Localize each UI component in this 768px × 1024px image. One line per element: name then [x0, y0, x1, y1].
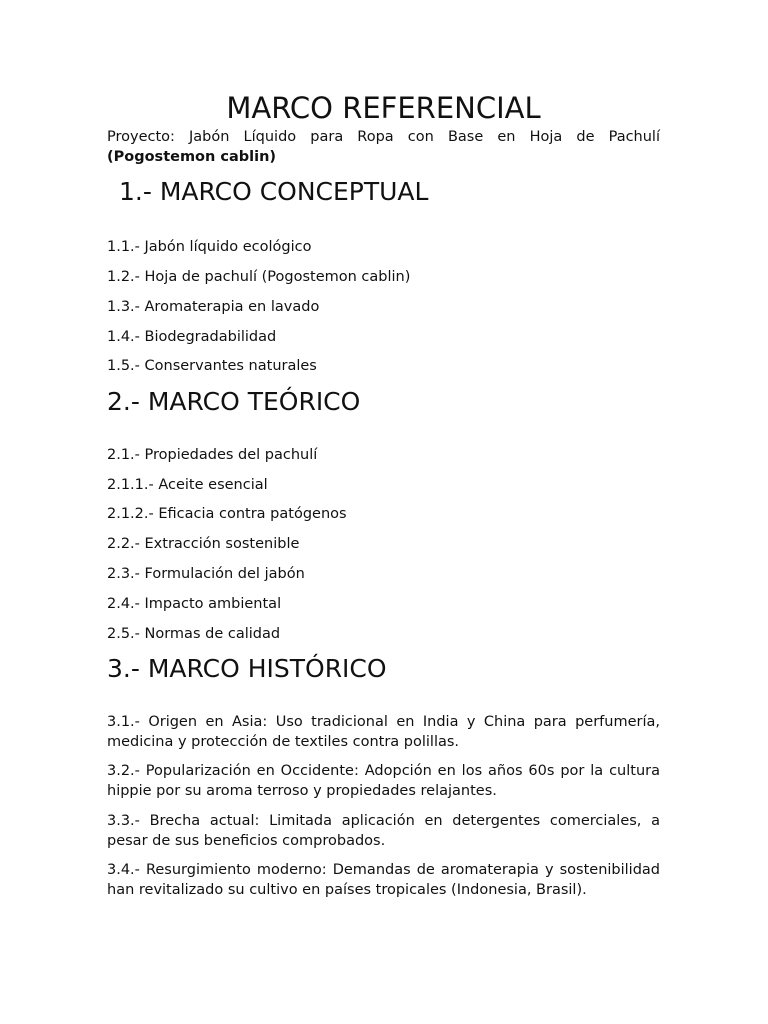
project-scientific-name: (Pogostemon cablin) [107, 149, 277, 165]
paragraph-item: 3.2.- Popularización en Occidente: Adopción en los años 60s por la cultura hippie por su aroma terroso y propiedades relajantes. [107, 763, 660, 799]
list-item: 1.5.- Conservantes naturales [107, 358, 317, 374]
section-heading-conceptual: 1.- MARCO CONCEPTUAL [119, 177, 429, 206]
list-item: 2.2.- Extracción sostenible [107, 536, 300, 552]
list-item: 1.1.- Jabón líquido ecológico [107, 239, 312, 255]
list-item: 1.4.- Biodegradabilidad [107, 329, 277, 345]
list-item: 1.2.- Hoja de pachulí (Pogostemon cablin) [107, 269, 411, 285]
section-heading-historico: 3.- MARCO HISTÓRICO [107, 654, 387, 683]
paragraph-item: 3.1.- Origen en Asia: Uso tradicional en India y China para perfumería, medicina y protección de textiles contra polillas. [107, 714, 660, 750]
list-item: 2.3.- Formulación del jabón [107, 566, 305, 582]
paragraph-item: 3.4.- Resurgimiento moderno: Demandas de aromaterapia y sostenibilidad han revitalizado su cultivo en países tropicales (Indonesia, Brasil). [107, 862, 660, 898]
list-item: 2.4.- Impacto ambiental [107, 596, 282, 612]
list-item: 2.1.2.- Eficacia contra patógenos [107, 506, 347, 522]
list-item: 2.1.1.- Aceite esencial [107, 477, 268, 493]
list-item: 1.3.- Aromaterapia en lavado [107, 299, 320, 315]
project-name: Proyecto: Jabón Líquido para Ropa con Base en Hoja de Pachulí [107, 129, 660, 145]
project-description [107, 127, 660, 167]
list-item: 2.5.- Normas de calidad [107, 626, 281, 642]
document-title: MARCO REFERENCIAL [226, 91, 541, 125]
paragraph-item: 3.3.- Brecha actual: Limitada aplicación en detergentes comerciales, a pesar de sus beneficios comprobados. [107, 813, 660, 849]
section-heading-teorico: 2.- MARCO TEÓRICO [107, 387, 361, 416]
list-item: 2.1.- Propiedades del pachulí [107, 447, 318, 463]
